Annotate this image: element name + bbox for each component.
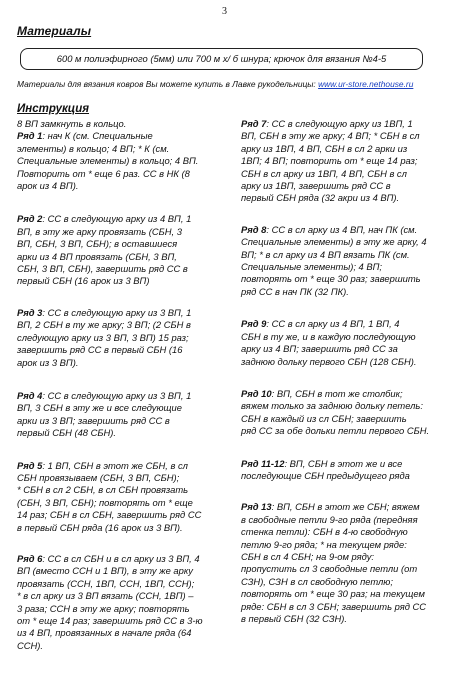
instruction-text: (СБН, 3 ВП, СБН); повторять от * еще — [17, 496, 193, 508]
shop-link[interactable]: www.ur-store.nethouse.ru — [318, 79, 414, 89]
instruction-text: повторять от * еще 30 раз; на текущем — [241, 588, 425, 600]
instruction-text: ВП (вместо ССН и 1 ВП), в эту же арку — [17, 565, 193, 577]
instruction-row — [17, 553, 217, 652]
instruction-line — [241, 261, 446, 273]
row-spacer — [241, 438, 446, 458]
instruction-line — [17, 357, 217, 369]
instruction-line — [17, 251, 217, 263]
instruction-text: СБН в сл 4 СБН; на 9-ом ряду: — [241, 550, 375, 562]
instruction-line — [241, 601, 446, 613]
instruction-line — [17, 307, 217, 319]
row-label: Ряд 11-12 — [241, 457, 285, 469]
instruction-row — [241, 224, 446, 298]
instruction-line — [17, 460, 217, 472]
instruction-text: Специальные элементы) в эту же арку, 4 — [241, 236, 427, 248]
instruction-line — [241, 588, 446, 600]
row-spacer — [17, 288, 217, 307]
instruction-text: арок из 3 ВП). — [17, 356, 79, 368]
instruction-line — [241, 388, 446, 400]
instruction-line — [241, 526, 446, 538]
row-label: Ряд 13 — [241, 501, 272, 513]
instruction-text: ВП, СБН, 3 ВП, СБН); в оставшиеся — [17, 238, 178, 250]
instruction-row — [17, 460, 217, 534]
instruction-text: ВП, 3 СБН в эту же и все следующие — [17, 402, 182, 414]
row-label: Ряд 1 — [17, 130, 43, 142]
instruction-row — [241, 501, 446, 625]
instruction-line — [17, 472, 217, 484]
instructions-heading: Инструкция — [17, 103, 90, 115]
instruction-row — [17, 390, 217, 440]
instruction-line — [241, 249, 446, 261]
instruction-line — [241, 192, 446, 204]
instruction-line — [17, 415, 217, 427]
instruction-text: вяжем только за заднюю дольку петель: — [241, 400, 423, 412]
row-label: Ряд 7 — [241, 118, 267, 129]
instruction-line — [241, 130, 446, 142]
instruction-text: первый СБН ряда (32 акри из 4 ВП). — [241, 192, 400, 204]
instruction-text: Повторить от * еще 6 раз. СС в НК (8 — [17, 167, 190, 179]
instruction-text: ряд СС за обе дольки петли первого СБН. — [241, 425, 430, 437]
instruction-text: * СБН в сл 2 СБН, в сл СБН провязать — [17, 484, 189, 496]
instruction-line — [241, 318, 446, 330]
instruction-text: СБН в каждый из сл СБН; завершить — [241, 412, 407, 424]
instruction-line — [17, 603, 217, 615]
instruction-line — [17, 390, 217, 402]
row-spacer — [17, 534, 217, 553]
instruction-text: : СС в следующую арку из 3 ВП, 1 — [42, 389, 192, 401]
instruction-line — [17, 509, 217, 521]
left-column — [17, 118, 217, 652]
instruction-text: заднюю дольку первого СБН (128 СБН). — [241, 355, 417, 367]
instruction-line — [241, 331, 446, 343]
row-label: Ряд 4 — [17, 389, 43, 401]
instruction-line — [241, 539, 446, 551]
instruction-line — [241, 613, 446, 625]
instruction-text: в свободные петли 9-го ряда (передняя — [241, 513, 418, 525]
instruction-text: элементы) в кольцо; 4 ВП; * К (см. — [17, 142, 170, 154]
instruction-text: СБН в ту же, и в каждую последующую — [241, 330, 416, 342]
right-column — [241, 118, 446, 625]
instruction-line — [241, 458, 446, 470]
instruction-line — [241, 143, 446, 155]
instruction-line — [17, 497, 217, 509]
instruction-line — [17, 332, 217, 344]
instruction-line — [241, 273, 446, 285]
instruction-line — [17, 275, 217, 287]
instruction-text: * в сл арку из 3 ВП вязать (ССН, 1ВП) – — [17, 590, 194, 602]
instruction-line — [241, 224, 446, 236]
instruction-text: последующие СБН предыдущего ряда — [241, 469, 410, 481]
instruction-line — [17, 402, 217, 414]
instruction-line — [17, 615, 217, 627]
instruction-row — [241, 318, 446, 368]
row-label: Ряд 9 — [241, 318, 267, 330]
row-label: Ряд 2 — [17, 213, 43, 225]
instruction-text: Специальные элементы) в кольцо; 4 ВП. — [17, 155, 199, 167]
instruction-text: ряд СС в нач ПК (32 ПК). — [241, 285, 349, 297]
instruction-line — [241, 180, 446, 192]
instruction-text: арки из 4 ВП провязать (СБН, 3 ВП, — [17, 250, 177, 262]
instruction-text: в первый СБН (32 СЗН). — [241, 613, 348, 624]
instruction-row — [17, 130, 217, 192]
instruction-line — [17, 130, 217, 142]
instruction-line — [17, 590, 217, 602]
instruction-line — [17, 578, 217, 590]
instruction-line — [241, 168, 446, 180]
instruction-text: петлю 9-го ряда; * на текущем ряде: — [241, 538, 407, 550]
materials-heading: Материалы — [17, 24, 92, 38]
row-spacer — [241, 368, 446, 388]
instruction-line — [17, 344, 217, 356]
instruction-text: ряде: СБН в сл 3 СБН; завершить ряд СС — [241, 600, 427, 612]
instruction-line — [241, 514, 446, 526]
instruction-row — [17, 307, 217, 369]
instruction-line — [17, 238, 217, 250]
instruction-text: арку из 1ВП, 4 ВП, СБН в сл 2 арки из — [241, 142, 408, 154]
instruction-line — [241, 576, 446, 588]
instruction-text: из 4 ВП, провязанных в начале ряда (64 — [17, 627, 192, 639]
instruction-text: СЗН), СЗН в сл свободную петлю; — [241, 575, 393, 587]
instruction-line — [241, 343, 446, 355]
materials-box: 600 м полиэфирного (5мм) или 700 м х/ б шнура; крючок для вязания №4-5 — [20, 48, 423, 70]
instruction-row — [241, 458, 446, 483]
instruction-text: 3 раза; ССН в эту же арку; повторять — [17, 602, 190, 614]
instruction-line — [241, 501, 446, 513]
instruction-text: провязать (ССН, 1ВП, ССН, 1ВП, ССН); — [17, 577, 195, 589]
instruction-line — [241, 563, 446, 575]
instruction-text: ССН). — [17, 639, 44, 651]
instruction-line — [241, 118, 446, 130]
instruction-text: от * еще 14 раз; завершить ряд СС в 3-ю — [17, 615, 203, 626]
instruction-line — [17, 226, 217, 238]
instruction-line — [241, 551, 446, 563]
instruction-line — [17, 640, 217, 652]
instruction-text: : СС в следующую арку из 3 ВП, 1 — [42, 306, 192, 318]
instruction-text: завершить ряд СС в первый СБН (16 — [17, 344, 183, 356]
page-number: 3 — [222, 6, 227, 17]
row-spacer — [17, 369, 217, 390]
instruction-line — [241, 400, 446, 412]
instruction-text: : ВП, СБН в этот же и все — [284, 457, 403, 469]
instruction-text: ВП; * в сл арку из 4 ВП вязать ПК (см. — [241, 248, 410, 260]
instruction-line — [17, 553, 217, 565]
instruction-text: пропустить сл 3 свободные петли (от — [241, 563, 418, 575]
instruction-line — [17, 565, 217, 577]
row-spacer — [241, 205, 446, 224]
instruction-text: арок из 4 ВП). — [17, 180, 79, 192]
instruction-line — [241, 155, 446, 167]
instruction-text: Специальные элементы); 4 ВП; — [241, 261, 383, 273]
instruction-line — [17, 155, 217, 167]
instruction-text: 14 раз; СБН в сл СБН, завершить ряд СС — [17, 509, 202, 521]
instruction-text: : ВП, СБН в тот же столбик; — [271, 387, 403, 399]
instruction-text: 1ВП; 4 ВП; повторить от * еще 14 раз; — [241, 155, 418, 167]
instruction-text: : нач К (см. Специальные — [42, 130, 153, 142]
instruction-text: : 1 ВП, СБН в этот же СБН, в сл — [42, 459, 188, 471]
instruction-line — [17, 143, 217, 155]
instruction-line — [17, 427, 217, 439]
instructions-intro — [17, 118, 217, 130]
instruction-line — [17, 213, 217, 225]
instruction-text: стенка петли): СБН в 4-ю свободную — [241, 526, 408, 538]
instruction-text: в первый СБН ряда (16 арок из 3 ВП). — [17, 521, 183, 533]
instruction-text: : ВП, СБН в этот же СБН; вяжем — [271, 501, 420, 513]
row-label: Ряд 8 — [241, 223, 267, 235]
instruction-text: арку из 1ВП, завершить ряд СС в — [241, 180, 391, 192]
row-spacer — [17, 440, 217, 460]
shop-note — [17, 79, 437, 89]
instruction-text: : СС в следующую арку из 1ВП, 1 — [266, 118, 413, 129]
instruction-line — [17, 180, 217, 192]
instruction-line — [241, 236, 446, 248]
instruction-text: : СС в сл арку из 4 ВП, нач ПК (см. — [266, 223, 418, 235]
instruction-text: : СС в следующую арку из 4 ВП, 1 — [42, 213, 192, 225]
instruction-row — [241, 118, 446, 205]
instruction-text: ВП, 2 СБН в ту же арку; 3 ВП; (2 СБН в — [17, 319, 191, 331]
instruction-line — [241, 413, 446, 425]
instruction-text: СБН в сл арку из 1ВП, 4 ВП, СБН в сл — [241, 167, 407, 179]
instruction-line — [17, 263, 217, 275]
row-spacer — [17, 192, 217, 213]
instruction-line — [241, 356, 446, 368]
instruction-row — [241, 388, 446, 438]
instruction-text: первый СБН (16 арок из 3 ВП) — [17, 275, 150, 287]
instruction-text: арки из 3 ВП; завершить ряд СС в — [17, 414, 170, 426]
instruction-text: арку из 4 ВП; завершить ряд СС за — [241, 343, 398, 355]
instruction-text: ВП, СБН в эту же арку; 4 ВП; * СБН в сл — [241, 130, 420, 142]
row-label: Ряд 3 — [17, 306, 43, 318]
instruction-line — [241, 425, 446, 437]
instruction-line — [17, 319, 217, 331]
row-label: Ряд 6 — [17, 552, 43, 564]
row-spacer — [241, 482, 446, 501]
instruction-text: повторять от * еще 30 раз; завершить — [241, 273, 421, 285]
shop-note-text: Материалы для вязания ковров Вы можете купить в Лавке рукодельницы: — [17, 79, 319, 89]
instruction-line — [241, 470, 446, 482]
row-label: Ряд 5 — [17, 459, 43, 471]
instruction-text: : СС в сл СБН и в сл арку из 3 ВП, 4 — [42, 552, 200, 564]
instruction-line — [17, 627, 217, 639]
intro-line: 8 ВП замкнуть в кольцо. — [17, 118, 127, 129]
instruction-row — [17, 213, 217, 287]
instruction-line — [17, 168, 217, 180]
instruction-text: СБН провязываем (СБН, 3 ВП, СБН); — [17, 471, 180, 483]
instruction-line — [17, 522, 217, 534]
instruction-line — [241, 286, 446, 298]
instruction-text: ВП, в эту же арку провязать (СБН, 3 — [17, 225, 182, 237]
instruction-text: : СС в сл арку из 4 ВП, 1 ВП, 4 — [266, 318, 400, 330]
instruction-text: следующую арку из 3 ВП, 3 ВП) 15 раз; — [17, 331, 189, 343]
instruction-text: СБН, 3 ВП, СБН), завершить ряд СС в — [17, 263, 188, 275]
row-spacer — [241, 298, 446, 318]
instruction-line — [17, 484, 217, 496]
instruction-text: первый СБН (48 СБН). — [17, 427, 116, 439]
row-label: Ряд 10 — [241, 387, 272, 399]
